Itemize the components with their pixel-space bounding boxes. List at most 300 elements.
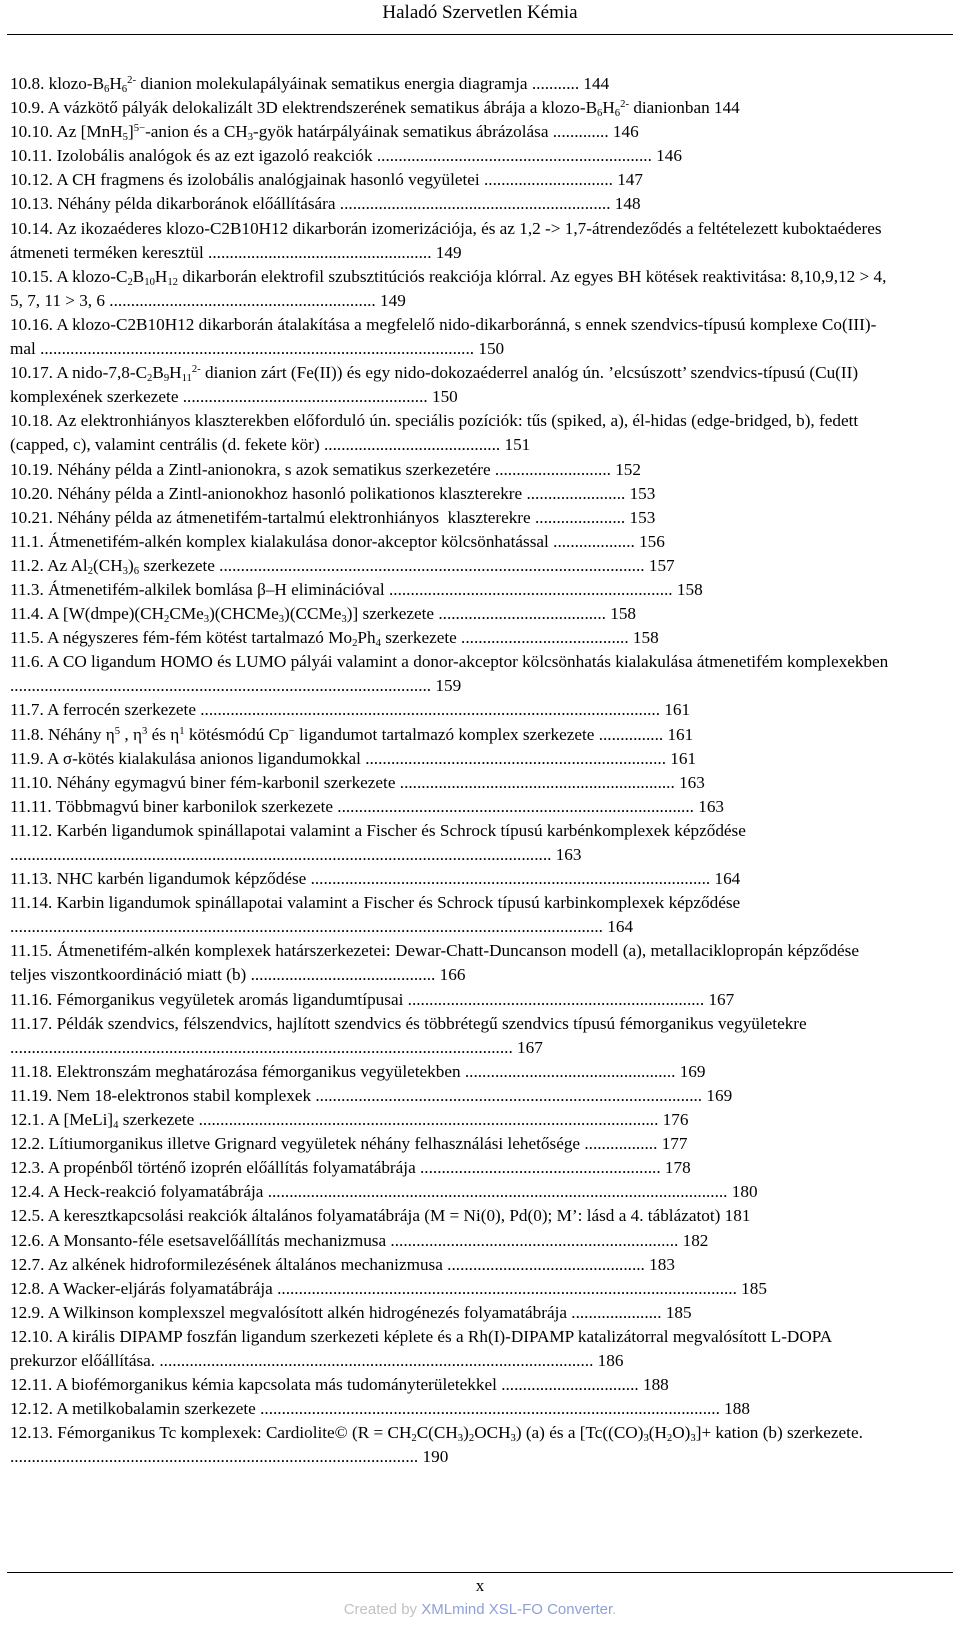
- entry-title: [53, 508, 535, 527]
- title-text: A CO ligandum HOMO és LUMO pályái valamint a donor-akceptor kölcsönhatás kialakulása átmenetifém komplexekben: [43, 652, 893, 672]
- toc-entry[interactable]: [10, 698, 890, 722]
- dot-leader: ...................................................................................................: [219, 555, 645, 575]
- dot-leader: ...............................................................................................: [10, 1447, 419, 1467]
- title-text: NHC karbén ligandumok képződése: [52, 869, 311, 889]
- title-text: )(CCMe: [284, 604, 342, 624]
- dot-leader: .............: [552, 122, 609, 142]
- entry-page-number: 158: [605, 604, 636, 624]
- title-text: A Heck-reakció folyamatábrája: [44, 1182, 268, 1202]
- title-text: H: [154, 266, 168, 286]
- title-text: (CH: [93, 555, 123, 575]
- entry-number: 11.2.: [10, 555, 44, 575]
- title-text: Karbin ligandumok spinállapotai valamint a Fischer és Schrock típusú karbinkomplexek képződése: [52, 893, 745, 913]
- title-text: A ferrocén szerkezete: [43, 700, 201, 720]
- entry-title: [44, 98, 714, 120]
- entry-page-number: 186: [593, 1350, 624, 1370]
- entry-number: 11.11.: [10, 796, 52, 816]
- entry-number: 11.3.: [10, 579, 44, 599]
- subscript: 6: [104, 83, 110, 95]
- entry-title: [44, 580, 389, 599]
- dot-leader: .....................................................................: [407, 989, 705, 1009]
- entry-title: [44, 1303, 571, 1322]
- title-text: dianion zárt (Fe(II)) és egy nido-dokozaéderrel analóg ún. ’elcsúszott’ szendvics-típusú (Cu(II) komplexének szerkezete: [10, 363, 863, 407]
- title-text: Átmenetifém-alkilek bomlása β–H eliminációval: [43, 579, 389, 599]
- dot-leader: ..............................: [484, 170, 613, 190]
- entry-title: [53, 1399, 260, 1418]
- dot-leader: .................................................: [464, 1061, 676, 1081]
- entry-page-number: 182: [678, 1230, 709, 1250]
- title-text: dianion molekulapályáinak sematikus energia diagramja: [136, 74, 532, 93]
- entry-title: [44, 652, 893, 671]
- subscript: 4: [113, 1120, 119, 1132]
- title-text: Néhány példa az átmenetifém-tartalmú elektronhiányos klaszterekre: [52, 507, 535, 527]
- entry-number: 11.1.: [10, 531, 44, 551]
- toc-entry[interactable]: [10, 1253, 890, 1277]
- superscript: 3: [142, 725, 148, 737]
- title-text: OCH: [474, 1423, 511, 1443]
- title-text: A metilkobalamin szerkezete: [52, 1399, 261, 1419]
- entry-number: 11.14.: [10, 893, 53, 913]
- entry-number: 12.11.: [10, 1375, 53, 1395]
- title-text: ]: [128, 122, 134, 142]
- entry-page-number: 159: [431, 676, 462, 696]
- toc-entry[interactable]: [10, 771, 890, 795]
- entry-page-number: 177: [657, 1134, 688, 1154]
- subscript: 2: [87, 565, 94, 577]
- entry-title: [44, 556, 219, 575]
- title-text: és η: [147, 724, 180, 744]
- entry-title: [44, 1231, 390, 1250]
- superscript: 2-: [191, 364, 201, 376]
- toc-entry[interactable]: [10, 891, 890, 939]
- dot-leader: ...........................................: [250, 965, 436, 985]
- entry-title: [52, 146, 377, 165]
- title-text: A Wacker-eljárás folyamatábrája: [44, 1278, 278, 1298]
- entry-title: [52, 797, 338, 816]
- dot-leader: .......................................: [438, 604, 606, 624]
- dot-leader: ...............................................................: [339, 194, 611, 214]
- title-text: Az alkének hidroformilezésének általános mechanizmusa: [44, 1254, 448, 1274]
- entry-page-number: 188: [719, 1399, 750, 1419]
- dot-leader: ...........................................................................................................: [200, 700, 661, 720]
- entry-page-number: 150: [427, 387, 458, 407]
- title-text: klozo-B: [44, 74, 105, 93]
- title-text: ) (a) és a [Tc((CO): [515, 1423, 644, 1443]
- entry-page-number: 164: [602, 917, 634, 937]
- entry-number: 12.10.: [10, 1326, 53, 1346]
- toc-entry[interactable]: [10, 72, 890, 96]
- toc-entry[interactable]: [10, 1084, 890, 1108]
- entry-title: [43, 604, 439, 626]
- toc-entry[interactable]: [10, 747, 890, 771]
- subscript: 3: [122, 565, 128, 577]
- entry-number: 10.9.: [10, 98, 45, 118]
- entry-number: 10.20.: [10, 483, 53, 503]
- title-text: CMe: [169, 604, 204, 624]
- toc-entry[interactable]: [10, 988, 890, 1012]
- header-divider: [7, 34, 953, 35]
- dot-leader: .....................: [534, 507, 626, 527]
- title-text: A keresztkapcsolási reakciók általános folyamatábrája (M = Ni(0), Pd(0); M’: lásd a 4. táblázatot): [44, 1206, 725, 1226]
- entry-page-number: 169: [675, 1061, 706, 1081]
- toc-entry[interactable]: [10, 1132, 890, 1156]
- dot-leader: .......................................: [461, 628, 629, 648]
- toc-entry[interactable]: [10, 265, 890, 313]
- title-text: szerkezete: [139, 555, 220, 575]
- dot-leader: ...........................................................................................................: [260, 1399, 720, 1419]
- entry-title: [52, 869, 310, 888]
- title-text: Izolobális analógok és az ezt igazoló reakciók: [52, 146, 377, 166]
- title-text: -anion és a CH: [145, 122, 248, 142]
- toc-entry[interactable]: [10, 192, 890, 216]
- dot-leader: ...........................................................................................................: [277, 1278, 737, 1298]
- entry-title: [44, 1182, 267, 1201]
- entry-page-number: 180: [727, 1182, 758, 1202]
- entry-title: [44, 1206, 724, 1225]
- title-text: Az [MnH: [52, 122, 123, 142]
- entry-title: [44, 1279, 277, 1298]
- title-text: dianionban: [629, 98, 714, 118]
- entry-number: 11.7.: [10, 700, 44, 720]
- toc-entry[interactable]: [10, 1204, 890, 1228]
- dot-leader: ................................................................: [399, 772, 675, 792]
- entry-number: 12.13.: [10, 1423, 53, 1443]
- toc-entry[interactable]: [10, 602, 890, 626]
- title-text: ): [127, 555, 134, 575]
- toc-entry[interactable]: [10, 1012, 890, 1060]
- entry-page-number: 167: [704, 989, 735, 1009]
- title-text: )] szerkezete: [346, 604, 439, 624]
- entry-number: 12.8.: [10, 1278, 45, 1298]
- title-text: (H: [648, 1423, 667, 1443]
- entry-page-number: 148: [610, 194, 641, 214]
- entry-number: 10.18.: [10, 411, 53, 431]
- toc-entry[interactable]: [10, 1397, 890, 1421]
- dot-leader: ...................: [553, 531, 635, 551]
- toc-entry[interactable]: [10, 144, 890, 168]
- entry-page-number: 149: [431, 242, 462, 262]
- entry-number: 10.19.: [10, 459, 53, 479]
- entry-number: 11.5.: [10, 628, 44, 648]
- entry-title: [52, 821, 750, 840]
- entry-number: 11.6.: [10, 652, 44, 672]
- toc-entry[interactable]: [10, 650, 893, 698]
- subscript: 6: [597, 108, 603, 120]
- entry-number: 11.15.: [10, 941, 53, 961]
- entry-number: 12.3.: [10, 1158, 45, 1178]
- generator-credit: [0, 1601, 960, 1619]
- entry-page-number: 185: [736, 1278, 767, 1298]
- entry-page-number: 144: [713, 98, 740, 118]
- subscript: 2: [127, 276, 133, 288]
- dot-leader: ..............................................................: [109, 290, 376, 310]
- dot-leader: ...............: [598, 724, 664, 744]
- toc-entry[interactable]: [10, 1229, 890, 1253]
- title-text: H: [169, 363, 182, 383]
- page-header: [0, 0, 960, 40]
- entry-title: [44, 1255, 447, 1274]
- title-text: -gyök határpályáinak sematikus ábrázolása: [253, 122, 553, 142]
- entry-page-number: 152: [610, 459, 641, 479]
- entry-number: 11.8.: [10, 724, 44, 744]
- subscript: 2: [468, 1433, 475, 1445]
- toc-entry[interactable]: [10, 217, 890, 265]
- subscript: 4: [375, 638, 381, 650]
- toc-entry[interactable]: [10, 867, 890, 891]
- subscript: 6: [121, 83, 128, 95]
- entry-page-number: 153: [625, 507, 656, 527]
- subscript: 12: [167, 276, 178, 288]
- entry-page-number: 156: [634, 531, 665, 551]
- entry-page-number: 169: [702, 1085, 733, 1105]
- title-text: Lítiumorganikus illetve Grignard vegyületek néhány felhasználási lehetősége: [44, 1134, 585, 1154]
- dot-leader: ..........................................................................................................................................: [10, 917, 603, 937]
- entry-page-number: 181: [724, 1206, 751, 1226]
- credit-suffix: .: [612, 1601, 617, 1618]
- dot-leader: ..............................................................................................................................: [10, 845, 552, 864]
- entry-number: 10.8.: [10, 74, 45, 93]
- title-text: H: [109, 74, 122, 93]
- toc-entry[interactable]: [10, 939, 890, 987]
- entry-number: 10.16.: [10, 314, 53, 334]
- superscript: 2-: [620, 99, 630, 111]
- title-text: B: [152, 363, 164, 383]
- title-text: Átmenetifém-alkén komplexek határszerkezetei: Dewar-Chatt-Duncanson modell (a), metallaciklopropán képződése teljes viszontkoordináció miatt (b): [10, 941, 864, 985]
- dot-leader: ...........: [531, 74, 580, 93]
- dot-leader: ..................................................................: [388, 579, 673, 599]
- title-text: A nido-7,8-C: [52, 363, 148, 383]
- entry-title: [44, 1158, 420, 1177]
- entry-page-number: 163: [693, 796, 724, 816]
- entry-number: 11.16.: [10, 989, 53, 1009]
- title-text: Többmagvú biner karbonilok szerkezete: [51, 796, 338, 816]
- subscript: 3: [690, 1433, 696, 1445]
- toc-entry[interactable]: [10, 96, 890, 120]
- title-text: Az ikozaéderes klozo-C2B10H12 dikarborán izomerizációja, és az 1,2 -> 1,7-átrendeződés a feltételezett kuboktaéderes átmeneti terméken keresztül: [10, 218, 886, 262]
- entry-title: [44, 725, 599, 744]
- dot-leader: ..............................................: [447, 1254, 645, 1274]
- subscript: 11: [181, 373, 192, 385]
- toc-entry[interactable]: [10, 626, 890, 650]
- toc-entry[interactable]: [10, 1108, 890, 1132]
- entry-number: 12.6.: [10, 1230, 45, 1250]
- dot-leader: ....................................................: [208, 242, 432, 262]
- entry-number: 11.13.: [10, 869, 53, 889]
- dot-leader: .........................................................: [182, 387, 428, 407]
- title-text: Nem 18-elektronos stabil komplexek: [52, 1085, 316, 1105]
- subscript: 3: [247, 132, 254, 144]
- dot-leader: ................................: [501, 1375, 639, 1395]
- toc-entry[interactable]: [10, 168, 890, 192]
- title-text: A propénből történő izoprén előállítás folyamatábrája: [44, 1158, 420, 1178]
- toc-entry[interactable]: [10, 723, 890, 747]
- dot-leader: ..........................................................................................: [315, 1085, 703, 1105]
- toc-entry[interactable]: [10, 530, 890, 554]
- title-text: ligandumot tartalmazó komplex szerkezete: [294, 724, 599, 744]
- entry-number: 11.10.: [10, 772, 53, 792]
- entry-title: [53, 460, 495, 479]
- title-text: Az elektronhiányos klaszterekben előforduló ún. speciális pozíciók: tűs (spiked, a), él-hidas (edge-bridged, b), fedett (capped, c), valamint centrális (d. fekete kör): [10, 411, 863, 455]
- entry-number: 12.5.: [10, 1206, 45, 1226]
- title-text: A vázkötő pályák delokalizált 3D elektrendszerének sematikus ábrája a klozo-B: [44, 98, 598, 118]
- title-text: Karbén ligandumok spinállapotai valamint a Fischer és Schrock típusú karbénkomplexek képződése: [52, 820, 751, 840]
- toc-entry[interactable]: [10, 1277, 890, 1301]
- entry-page-number: 149: [375, 290, 406, 310]
- dot-leader: .....................: [571, 1302, 662, 1322]
- entry-title: [43, 628, 462, 650]
- entry-page-number: 163: [551, 845, 582, 864]
- entry-title: [44, 532, 553, 551]
- title-text: A [W(dmpe)(CH: [43, 604, 165, 624]
- entry-title: [52, 1062, 465, 1081]
- superscript: −: [288, 725, 295, 737]
- title-text: Néhány példa a Zintl-anionokra, s azok sematikus szerkezetére: [52, 459, 495, 479]
- entry-page-number: 158: [672, 579, 703, 599]
- entry-page-number: 146: [608, 122, 639, 142]
- title-text: ): [463, 1423, 469, 1443]
- toc-entry[interactable]: [10, 1325, 890, 1373]
- title-text: Az Al: [43, 555, 88, 575]
- entry-number: 11.18.: [10, 1061, 53, 1081]
- dot-leader: .....................................................................................................: [40, 339, 475, 359]
- entry-page-number: 161: [665, 748, 697, 768]
- dot-leader: ...........................................................................................................: [267, 1182, 728, 1202]
- toc-entry[interactable]: [10, 458, 890, 482]
- title-text: Néhány egymagvú biner fém-karbonil szerkezete: [52, 772, 400, 792]
- entry-number: 12.4.: [10, 1182, 45, 1202]
- entry-page-number: 147: [612, 170, 643, 190]
- title-text: Néhány példa dikarboránok előállítására: [52, 194, 340, 214]
- title-text: A CH fragmens és izolobális analógjainak hasonló vegyületei: [52, 170, 484, 190]
- entry-title: [52, 1423, 868, 1445]
- toc-entry[interactable]: [10, 578, 890, 602]
- entry-page-number: 190: [418, 1447, 449, 1467]
- entry-title: [52, 1014, 811, 1033]
- toc-entry[interactable]: [10, 120, 890, 144]
- entry-number: 12.12.: [10, 1399, 53, 1419]
- entry-number: 10.10.: [10, 122, 53, 142]
- entry-number: 10.17.: [10, 363, 53, 383]
- dot-leader: .................: [584, 1134, 658, 1154]
- credit-prefix: Created by: [343, 1601, 422, 1618]
- entry-number: 11.12.: [10, 820, 53, 840]
- entry-page-number: 178: [660, 1158, 691, 1178]
- entry-number: 12.9.: [10, 1302, 45, 1322]
- superscript: 1: [179, 725, 185, 737]
- dot-leader: ...................................................................................: [337, 796, 694, 816]
- toc-entry[interactable]: [10, 482, 890, 506]
- toc-entry[interactable]: [10, 409, 890, 457]
- title-text: Átmenetifém-alkén komplex kialakulása donor-akceptor kölcsönhatással: [43, 531, 554, 551]
- toc-entry[interactable]: [10, 1373, 890, 1397]
- entry-title: [52, 122, 553, 144]
- title-text: A négyszeres fém-fém kötést tartalmazó Mo: [43, 628, 353, 648]
- entry-title: [53, 194, 340, 213]
- title-text: B: [132, 266, 145, 286]
- entry-page-number: 167: [512, 1037, 543, 1057]
- entry-title: [52, 990, 407, 1009]
- entry-page-number: 188: [638, 1375, 669, 1395]
- toc-entry[interactable]: [10, 1060, 890, 1084]
- entry-page-number: 146: [651, 146, 682, 166]
- title-text: Néhány példa a Zintl-anionokhoz hasonló polikationos klaszterekre: [52, 483, 527, 503]
- entry-page-number: 153: [625, 483, 656, 503]
- title-text: A σ-kötés kialakulása anionos ligandumokkal: [43, 748, 366, 768]
- entry-number: 11.17.: [10, 1013, 53, 1033]
- title-text: Ph: [357, 628, 376, 648]
- entry-number: 10.13.: [10, 194, 53, 214]
- title-text: O): [672, 1423, 691, 1443]
- title-text: )(CHCMe: [209, 604, 279, 624]
- toc-entry[interactable]: [10, 1156, 890, 1180]
- entry-number: 11.9.: [10, 748, 44, 768]
- entry-number: 12.1.: [10, 1110, 45, 1130]
- title-text: dikarborán elektrofil szubsztitúciós reakciója klórral. Az egyes BH kötések reaktivitása: 8,10,9,12 > 4, 5, 7, 11 > 3, 6: [10, 266, 891, 310]
- entry-title: [52, 893, 744, 912]
- list-of-figures: [10, 72, 893, 1469]
- title-text: A Wilkinson komplexszel megvalósított alkén hidrogénezés folyamatábrája: [44, 1302, 572, 1322]
- entry-page-number: 164: [710, 869, 741, 889]
- entry-number: 10.15.: [10, 266, 53, 286]
- toc-entry[interactable]: [10, 1180, 890, 1204]
- dot-leader: ........................................................: [420, 1158, 661, 1178]
- toc-entry[interactable]: [10, 361, 890, 409]
- toc-entry[interactable]: [10, 819, 890, 867]
- page-number: x: [475, 1576, 485, 1595]
- subscript: 9: [163, 373, 170, 385]
- entry-page-number: 151: [500, 435, 531, 455]
- entry-title: [44, 700, 201, 719]
- header-title: Haladó Szervetlen Kémia: [382, 2, 578, 23]
- title-text: , η: [120, 724, 143, 744]
- entry-number: 10.11.: [10, 146, 53, 166]
- title-text: A biofémorganikus kémia kapcsolata más tudományterületekkel: [52, 1375, 502, 1395]
- entry-number: 11.4.: [10, 604, 44, 624]
- subscript: 6: [614, 108, 621, 120]
- entry-number: 10.14.: [10, 218, 53, 238]
- title-text: Fémorganikus Tc komplexek: Cardiolite© (R = CH: [52, 1423, 412, 1443]
- title-text: kötésmódú Cp: [184, 724, 289, 744]
- entry-number: 12.2.: [10, 1134, 45, 1154]
- subscript: 5: [122, 132, 128, 144]
- toc-entry[interactable]: [10, 554, 890, 578]
- entry-number: 12.7.: [10, 1254, 45, 1274]
- toc-entry[interactable]: [10, 1301, 890, 1325]
- dot-leader: ......................................................................: [365, 748, 666, 768]
- subscript: 10: [144, 276, 155, 288]
- entry-page-number: 144: [579, 74, 610, 93]
- title-text: A klozo-C: [52, 266, 128, 286]
- subscript: 3: [510, 1433, 516, 1445]
- entry-page-number: 150: [474, 339, 505, 359]
- toc-entry[interactable]: [10, 313, 890, 361]
- toc-entry[interactable]: [10, 1421, 890, 1469]
- superscript: 2-: [127, 75, 137, 87]
- title-text: C(CH: [416, 1423, 458, 1443]
- toc-entry[interactable]: [10, 506, 890, 530]
- title-text: Elektronszám meghatározása fémorganikus vegyületekben: [52, 1061, 465, 1081]
- subscript: 2: [147, 373, 153, 385]
- dot-leader: ................................................................: [376, 146, 652, 166]
- subscript: 3: [341, 614, 347, 626]
- entry-page-number: 176: [658, 1110, 689, 1130]
- subscript: 6: [133, 565, 140, 577]
- entry-page-number: 163: [674, 772, 705, 792]
- dot-leader: ...........................................................................................................: [198, 1110, 659, 1130]
- entry-page-number: 185: [661, 1302, 692, 1322]
- toc-entry[interactable]: [10, 795, 890, 819]
- entry-page-number: 166: [435, 965, 466, 985]
